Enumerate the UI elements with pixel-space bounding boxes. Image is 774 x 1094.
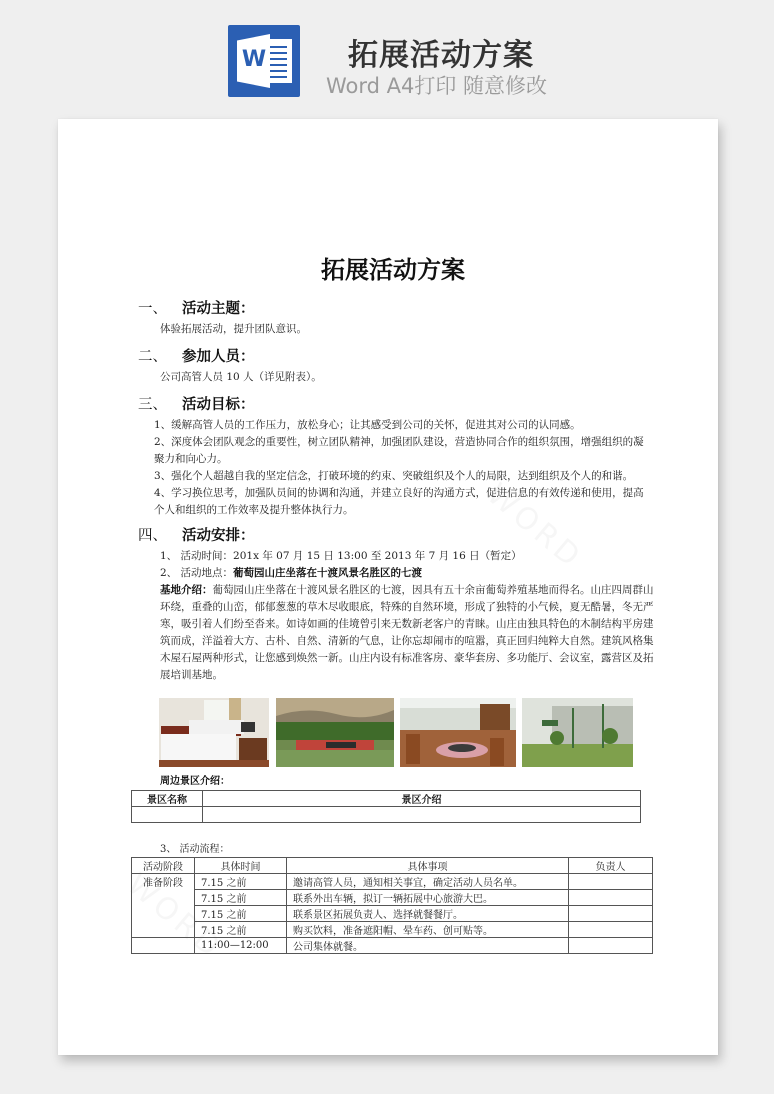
dining-hall-photo: [400, 698, 516, 767]
base-intro: 基地介绍：葡萄园山庄坐落在十渡风景名胜区的七渡，因具有五十余亩葡萄养殖基地而得名。山庄四周群山环绕，重叠的山峦，郁郁葱葱的草木尽收眼底，特殊的自然环境，形成了独特的小气候，夏无酷暑，冬无严寒，吸引着人们纷至沓来。如诗如画的佳境曾引来无数新老客户的青睐。山庄由独具特色的木制结构平房建筑而成，洋溢着大方、古朴、自然、清新的气息，让你忘却闹市的喧嚣，真正回归纯粹大自然。建筑风格集木屋石屋两种形式，让您感到焕然一新。山庄内设有标准客房、豪华套房、多功能厅、会议室，露营区及拓展培训基地。: [160, 584, 654, 681]
column-header: 活动阶段: [132, 858, 195, 874]
table-row: [132, 874, 653, 890]
item-cell: 购买饮料，准备遮阳帽、晕车药、创可贴等。: [287, 922, 569, 938]
section-heading-2: 二、 参加人员：: [138, 349, 255, 365]
activity-time: 1、 活动时间：201x 年 07 月 15 日 13:00 至 2013 年 7 月 16 日（暂定）: [160, 550, 522, 562]
table-row: [132, 922, 653, 938]
owner-cell: [569, 874, 653, 890]
section-heading-4: 四、 活动安排：: [138, 528, 255, 544]
stage-cell: [132, 938, 195, 954]
document-title: 拓展活动方案: [321, 256, 465, 284]
time-cell: 11:00—12:00: [195, 938, 287, 954]
activity-place: 2、 活动地点：葡萄园山庄坐落在十渡风景名胜区的七渡: [160, 567, 423, 579]
guest-room-photo: [159, 698, 269, 767]
table-header-row: [132, 858, 653, 874]
time-cell: 7.15 之前: [195, 906, 287, 922]
owner-cell: [569, 890, 653, 906]
goal-item: 4、学习换位思考，加强队员间的协调和沟通，并建立良好的沟通方式，促进信息的有效传递和使用，提高个人和组织的工作效率及提升整体执行力。: [154, 487, 644, 516]
owner-cell: [569, 922, 653, 938]
section-heading-3: 三、 活动目标：: [138, 397, 255, 413]
section-2-text: 公司高管人员 10 人（详见附表）。: [160, 371, 322, 383]
training-ground-photo: [522, 698, 633, 767]
document-page: [58, 119, 718, 1055]
goal-item: 1、缓解高管人员的工作压力，放松身心；让其感受到公司的关怀，促进其对公司的认同感。: [154, 419, 581, 431]
scenic-table: [131, 790, 641, 823]
table-row: [132, 938, 653, 954]
item-cell: 联系景区拓展负责人、选择就餐餐厅。: [287, 906, 569, 922]
banner-subtitle: Word A4打印 随意修改: [326, 74, 548, 98]
time-cell: 7.15 之前: [195, 922, 287, 938]
banner-title: 拓展活动方案: [348, 38, 534, 73]
column-header: 具体事项: [287, 858, 569, 874]
time-cell: 7.15 之前: [195, 890, 287, 906]
table-row: [132, 807, 641, 823]
column-header: 负责人: [569, 858, 653, 874]
flow-table: [131, 857, 653, 954]
mountain-resort-photo: [276, 698, 394, 767]
column-header: 景区介绍: [203, 791, 641, 807]
owner-cell: [569, 906, 653, 922]
goal-item: 2、深度体会团队观念的重要性，树立团队精神，加强团队建设，营造协同合作的组织氛围，增强组织的凝聚力和向心力。: [154, 436, 644, 465]
scenic-heading: 周边景区介绍：: [160, 776, 230, 787]
word-letter: W: [241, 47, 267, 72]
section-heading-1: 一、 活动主题：: [138, 301, 255, 317]
flow-heading: 3、 活动流程：: [160, 844, 230, 855]
time-cell: 7.15 之前: [195, 874, 287, 890]
goals-list: [154, 417, 654, 519]
item-cell: 公司集体就餐。: [287, 938, 569, 954]
item-cell: 邀请高管人员，通知相关事宜，确定活动人员名单。: [287, 874, 569, 890]
item-cell: 联系外出车辆，拟订一辆拓展中心旅游大巴。: [287, 890, 569, 906]
section-1-text: 体验拓展活动，提升团队意识。: [160, 323, 307, 335]
table-row: [132, 890, 653, 906]
stage-cell: 准备阶段: [132, 874, 195, 938]
goal-item: 3、强化个人超越自我的坚定信念，打破环境的约束、突破组织及个人的局限，达到组织及个人的和谐。: [154, 470, 634, 482]
table-cell: [203, 807, 641, 823]
table-header-row: [132, 791, 641, 807]
table-row: [132, 906, 653, 922]
word-icon: [228, 25, 300, 97]
owner-cell: [569, 938, 653, 954]
table-cell: [132, 807, 203, 823]
column-header: 具体时间: [195, 858, 287, 874]
banner: [0, 0, 774, 110]
column-header: 景区名称: [132, 791, 203, 807]
